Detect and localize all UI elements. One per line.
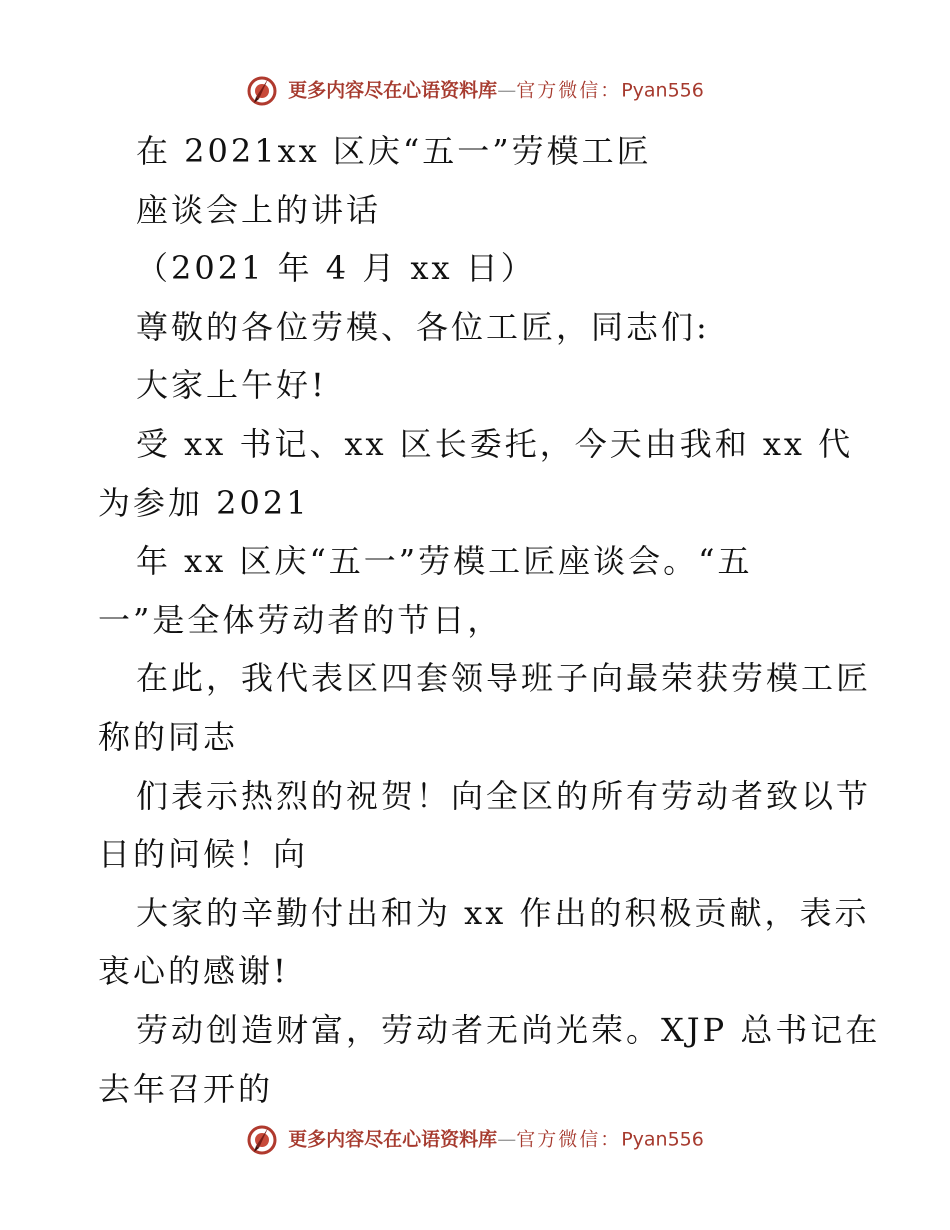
text-line: 称的同志 xyxy=(98,717,239,756)
watermark-main-text: 更多内容尽在心语资料库 xyxy=(288,79,498,102)
watermark-dash: — xyxy=(497,79,517,102)
text-line: 年 xx 区庆“五一”劳模工匠座谈会。“五 xyxy=(136,542,753,581)
watermark-main-text: 更多内容尽在心语资料库 xyxy=(288,1128,498,1151)
text-line: 大家的辛勤付出和为 xx 作出的积极贡献，表示 xyxy=(136,893,870,932)
watermark-sub-text: 官方微信： xyxy=(516,1128,622,1151)
text-line: 座谈会上的讲话 xyxy=(136,190,382,229)
text-line: 一”是全体劳动者的节日， xyxy=(98,600,503,639)
text-line: 日的问候！向 xyxy=(98,835,309,874)
pen-logo-icon xyxy=(246,75,278,107)
speech-body xyxy=(98,122,881,1118)
text-line: 大家上午好! xyxy=(136,366,327,405)
text-line: （2021 年 4 月 xx 日） xyxy=(136,249,536,288)
watermark-dash: — xyxy=(497,1128,517,1151)
header-watermark xyxy=(0,73,950,107)
watermark-wechat-id: Pyan556 xyxy=(621,79,704,102)
watermark-wechat-id: Pyan556 xyxy=(621,1128,704,1151)
text-line: 衷心的感谢! xyxy=(98,952,289,991)
text-line: 劳动创造财富，劳动者无尚光荣。XJP 总书记在 xyxy=(136,1010,881,1049)
text-line: 受 xx 书记、xx 区长委托，今天由我和 xx 代 xyxy=(136,424,854,463)
text-line: 尊敬的各位劳模、各位工匠，同志们: xyxy=(136,307,710,346)
watermark-sub-text: 官方微信： xyxy=(516,79,622,102)
text-line: 们表示热烈的祝贺！向全区的所有劳动者致以节 xyxy=(136,776,872,815)
text-line: 在此，我代表区四套领导班子向最荣获劳模工匠 xyxy=(136,659,872,698)
text-line: 为参加 2021 xyxy=(98,483,310,522)
pen-logo-icon xyxy=(246,1124,278,1156)
text-line: 在 2021xx 区庆“五一”劳模工匠 xyxy=(136,132,652,170)
footer-watermark xyxy=(0,1122,950,1156)
text-line: 去年召开的 xyxy=(98,1069,274,1108)
